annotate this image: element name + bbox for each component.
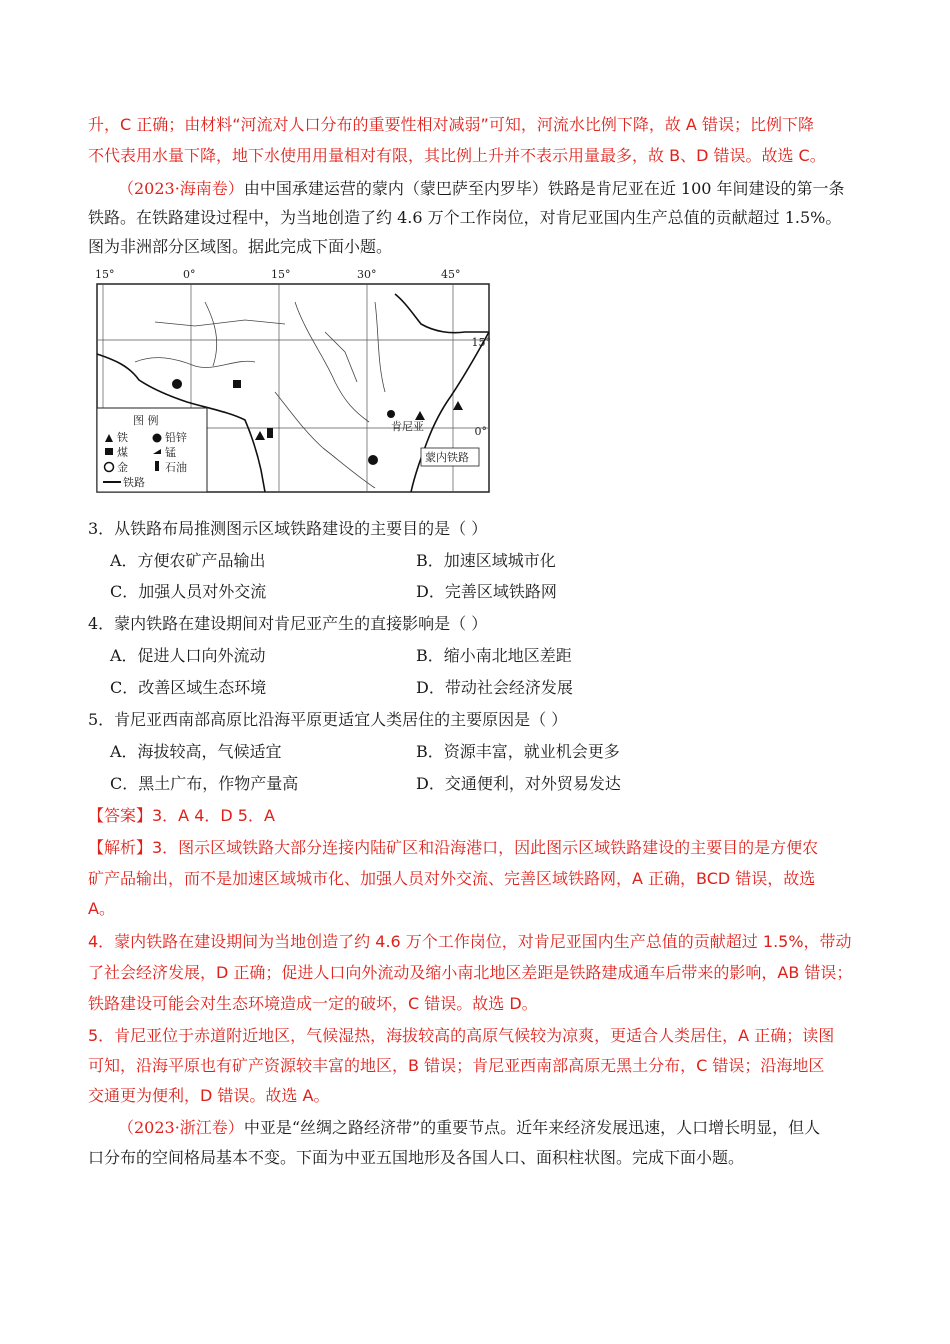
q5-option-b: B．资源丰富，就业机会更多 [416, 742, 620, 761]
lat-label-0: 0° [474, 425, 487, 438]
q5-option-a: A．海拔较高，气候适宜 [110, 742, 282, 761]
oil-icon [155, 461, 159, 471]
zhejiang-intro-line-2: 口分布的空间格局基本不变。下面为中亚五国地形及各国人口、面积柱状图。完成下面小题。 [88, 1148, 745, 1167]
legend-title: 图 例 [133, 414, 159, 427]
legend-coal: 煤 [117, 446, 128, 459]
lon-label-e45: 45° [441, 268, 461, 281]
hainan-source: （2023·海南卷） [118, 179, 244, 198]
africa-map-svg [95, 262, 493, 494]
q4-option-d: D．带动社会经济发展 [416, 678, 573, 697]
question-5-stem: 5．肯尼亚西南部高原比沿海平原更适宜人类居住的主要原因是（ ） [88, 710, 568, 729]
zhejiang-text-1: 中亚是“丝绸之路经济带”的重要节点。近年来经济发展迅速，人口增长明显，但人 [243, 1118, 821, 1137]
analysis-line-1: 【解析】3．图示区域铁路大部分连接内陆矿区和沿海港口，因此图示区域铁路建设的主要目的是方便农 [88, 838, 819, 857]
q4-option-a: A．促进人口向外流动 [110, 646, 266, 665]
answer-line: 【答案】3．A 4．D 5．A [88, 806, 275, 825]
analysis-line-7: 5．肯尼亚位于赤道附近地区，气候湿热，海拔较高的高原气候较为凉爽，更适合人类居住，A 正确；读图 [88, 1026, 835, 1045]
analysis-line-8: 可知，沿海平原也有矿产资源较丰富的地区，B 错误；肯尼亚西南部高原无黑土分布，C 错误；沿海地区 [88, 1056, 825, 1075]
analysis-line-3: A。 [88, 899, 115, 918]
lon-label-e30: 30° [357, 268, 377, 281]
q5-option-c: C．黑土广布，作物产量高 [110, 774, 299, 793]
lon-label-w15: 15° [95, 268, 115, 281]
lat-label-n15: 15° [471, 336, 491, 349]
analysis-continuation-line-1: 升，C 正确；由材料“河流对人口分布的重要性相对减弱”可知，河流水比例下降，故 A 错误；比例下降 [88, 115, 814, 134]
legend-iron: 铁 [117, 431, 128, 444]
lead-zinc-icon [153, 434, 162, 443]
analysis-line-4: 4．蒙内铁路在建设期间为当地创造了约 4.6 万个工作岗位，对肯尼亚国内生产总值的贡献超过 1.5%，带动 [88, 932, 852, 951]
legend-gold: 金 [117, 461, 128, 474]
coal-icon [105, 448, 113, 455]
legend-oil: 石油 [165, 461, 187, 474]
hainan-text-1: 由中国承建运营的蒙内（蒙巴萨至内罗毕）铁路是肯尼亚在近 100 年间建设的第一条 [243, 179, 845, 198]
q4-option-b: B．缩小南北地区差距 [416, 646, 572, 665]
analysis-line-5: 了社会经济发展，D 正确；促进人口向外流动及缩小南北地区差距是铁路建成通车后带来的影响，AB 错误； [88, 963, 853, 982]
gold-icon [105, 463, 114, 472]
analysis-line-6: 铁路建设可能会对生态环境造成一定的破坏，C 错误。故选 D。 [88, 994, 538, 1013]
railway-label: 蒙内铁路 [425, 451, 469, 464]
q3-option-a: A．方便农矿产品输出 [110, 551, 266, 570]
analysis-line-9: 交通更为便利，D 错误。故选 A。 [88, 1086, 330, 1105]
zhejiang-source: （2023·浙江卷） [118, 1118, 244, 1137]
analysis-line-2: 矿产品输出，而不是加速区域城市化、加强人员对外交流、完善区域铁路网，A 正确，BCD 错误，故选 [88, 869, 816, 888]
q3-option-d: D．完善区域铁路网 [416, 582, 557, 601]
legend-lead-zinc: 铅锌 [165, 431, 187, 444]
legend-manganese: 锰 [165, 446, 176, 459]
hainan-intro-line-1 [118, 178, 898, 200]
q3-option-b: B．加速区域城市化 [416, 551, 556, 570]
zhejiang-intro-line-1 [118, 1117, 898, 1139]
q4-option-c: C．改善区域生态环境 [110, 678, 267, 697]
q5-option-d: D．交通便利，对外贸易发达 [416, 774, 621, 793]
question-3-stem: 3．从铁路布局推测图示区域铁路建设的主要目的是（ ） [88, 519, 488, 538]
analysis-continuation-line-2: 不代表用水量下降，地下水使用用量相对有限，其比例上升并不表示用量最多，故 B、D 错误。故选 C。 [88, 146, 826, 165]
hainan-intro-line-3: 图为非洲部分区域图。据此完成下面小题。 [88, 237, 393, 256]
lon-label-e15: 15° [271, 268, 291, 281]
africa-map-figure [95, 262, 493, 494]
hainan-intro-line-2: 铁路。在铁路建设过程中，为当地创造了约 4.6 万个工作岗位，对肯尼亚国内生产总值的贡献超过 1.5%。 [88, 208, 842, 227]
question-4-stem: 4．蒙内铁路在建设期间对肯尼亚产生的直接影响是（ ） [88, 614, 488, 633]
lon-label-0: 0° [183, 268, 196, 281]
q3-option-c: C．加强人员对外交流 [110, 582, 267, 601]
kenya-label: 肯尼亚 [391, 420, 424, 433]
legend-railway: 铁路 [123, 476, 145, 489]
